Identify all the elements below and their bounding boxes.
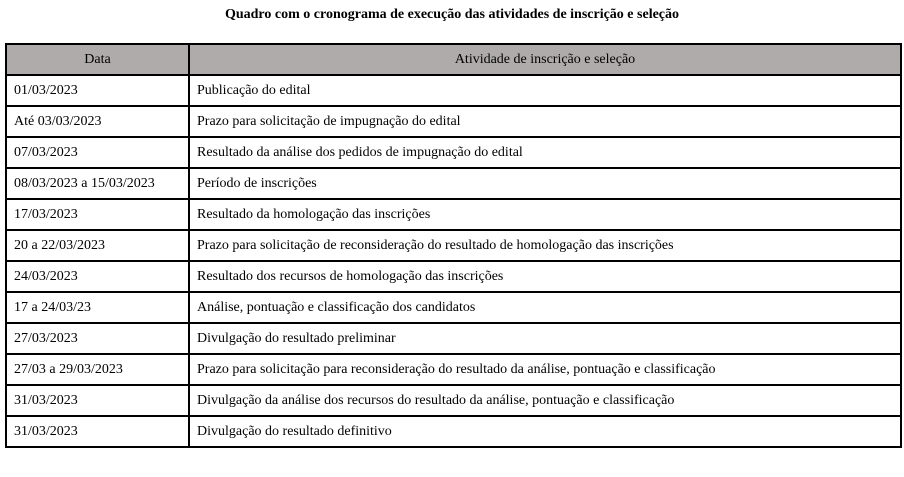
schedule-table: [5, 43, 902, 448]
activity-cell: Prazo para solicitação para reconsideração do resultado da análise, pontuação e classificação: [189, 354, 901, 385]
table-row: [6, 168, 901, 199]
header-row: [6, 44, 901, 75]
date-cell: Até 03/03/2023: [6, 106, 189, 137]
activity-cell: Divulgação da análise dos recursos do resultado da análise, pontuação e classificação: [189, 385, 901, 416]
activity-cell: Resultado da homologação das inscrições: [189, 199, 901, 230]
date-cell: 01/03/2023: [6, 75, 189, 106]
column-header-activity: Atividade de inscrição e seleção: [189, 44, 901, 75]
table-row: [6, 323, 901, 354]
date-cell: 20 a 22/03/2023: [6, 230, 189, 261]
date-cell: 07/03/2023: [6, 137, 189, 168]
table-row: [6, 385, 901, 416]
table-row: [6, 261, 901, 292]
activity-cell: Prazo para solicitação de impugnação do edital: [189, 106, 901, 137]
table-row: [6, 292, 901, 323]
date-cell: 08/03/2023 a 15/03/2023: [6, 168, 189, 199]
column-header-date: Data: [6, 44, 189, 75]
activity-cell: Resultado da análise dos pedidos de impugnação do edital: [189, 137, 901, 168]
activity-cell: Período de inscrições: [189, 168, 901, 199]
date-cell: 27/03 a 29/03/2023: [6, 354, 189, 385]
date-cell: 24/03/2023: [6, 261, 189, 292]
table-row: [6, 199, 901, 230]
activity-cell: Publicação do edital: [189, 75, 901, 106]
table-row: [6, 354, 901, 385]
table-row: [6, 106, 901, 137]
date-cell: 27/03/2023: [6, 323, 189, 354]
table-row: [6, 137, 901, 168]
activity-cell: Divulgação do resultado definitivo: [189, 416, 901, 447]
date-cell: 31/03/2023: [6, 385, 189, 416]
table-row: [6, 75, 901, 106]
table-caption: Quadro com o cronograma de execução das atividades de inscrição e seleção: [224, 7, 680, 22]
table-row: [6, 416, 901, 447]
activity-cell: Resultado dos recursos de homologação das inscrições: [189, 261, 901, 292]
date-cell: 17/03/2023: [6, 199, 189, 230]
activity-cell: Análise, pontuação e classificação dos candidatos: [189, 292, 901, 323]
activity-cell: Prazo para solicitação de reconsideração do resultado de homologação das inscrições: [189, 230, 901, 261]
date-cell: 17 a 24/03/23: [6, 292, 189, 323]
activity-cell: Divulgação do resultado preliminar: [189, 323, 901, 354]
date-cell: 31/03/2023: [6, 416, 189, 447]
table-row: [6, 230, 901, 261]
